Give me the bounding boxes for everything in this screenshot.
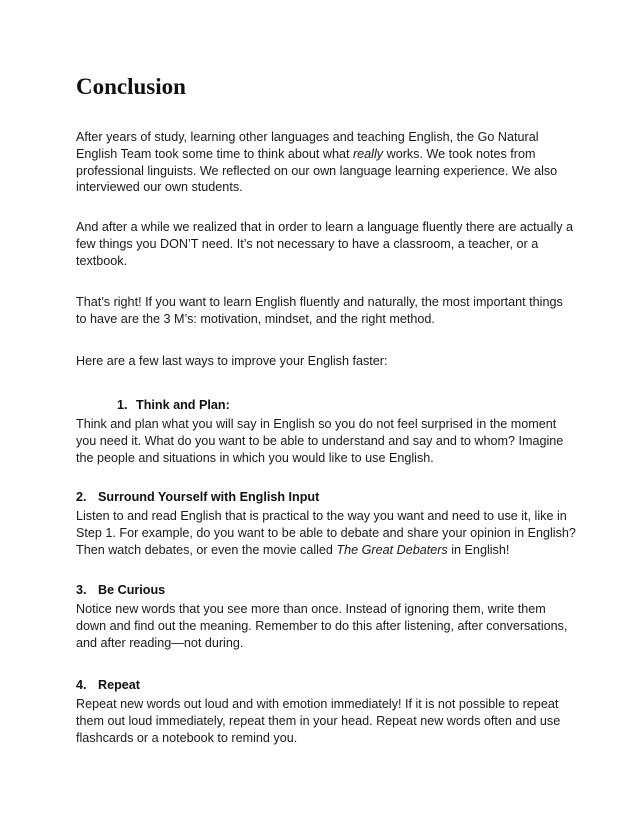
item-heading-4 [76, 677, 140, 693]
item-body-1: Think and plan what you will say in English so you do not feel surprised in the moment you need it. What do you want to be able to understand and say and to whom? Imagine the people and situations in which you would like to use English. [76, 417, 564, 465]
item-body-2-emphasis: The Great Debaters [336, 542, 448, 557]
item-body-2-text-a: Listen to and read English that is practical to the way you want and need to use it, like in Step 1. For example, do you want to be able to debate and share your opinion in English? Then watch debates, or even the movie called [76, 509, 576, 557]
item-body-4: Repeat new words out loud and with emotion immediately! If it is not possible to repeat them out loud immediately, repeat them in your head. Repeat new words often and use flashcards or a notebook to remind you. [76, 697, 561, 745]
item-body-2 [76, 508, 576, 558]
item-body-3: Notice new words that you see more than once. Instead of ignoring them, write them down and find out the meaning. Remember to do this after listening, after conversations, and after reading—not during. [76, 602, 568, 650]
item-number-3: 3. [76, 583, 87, 597]
item-number-1: 1. [117, 398, 128, 412]
intro-paragraph [76, 129, 576, 196]
item-heading-text-4: Repeat [98, 678, 140, 692]
page-title: Conclusion [76, 74, 186, 99]
intro-text-b: works. We took notes from professional linguists. We reflected on our own language learning experience. We also interviewed our own students. [76, 146, 558, 195]
three-ms-paragraph: That’s right! If you want to learn English fluently and naturally, the most important things to have are the 3 M’s: motivation, mindset, and the right method. [76, 295, 563, 326]
item-heading-text-2: Surround Yourself with English Input [98, 490, 320, 504]
item-number-4: 4. [76, 678, 87, 692]
item-heading-text-1: Think and Plan: [136, 398, 230, 412]
intro-text-a: After years of study, learning other languages and teaching English, the Go Natural English Team took some time to think about what [76, 130, 539, 161]
item-heading-3 [76, 582, 165, 598]
intro-emphasis: really [352, 146, 384, 161]
item-heading-2 [76, 489, 319, 505]
item-heading-1 [117, 397, 230, 413]
list-intro-paragraph: Here are a few last ways to improve your English faster: [76, 354, 388, 368]
item-number-2: 2. [76, 490, 87, 504]
realization-paragraph: And after a while we realized that in order to learn a language fluently there are actually a few things you DON’T need. It’s not necessary to have a classroom, a teacher, or a textbook. [76, 220, 574, 268]
item-body-2-text-b: in English! [447, 542, 510, 557]
item-heading-text-3: Be Curious [98, 583, 166, 597]
